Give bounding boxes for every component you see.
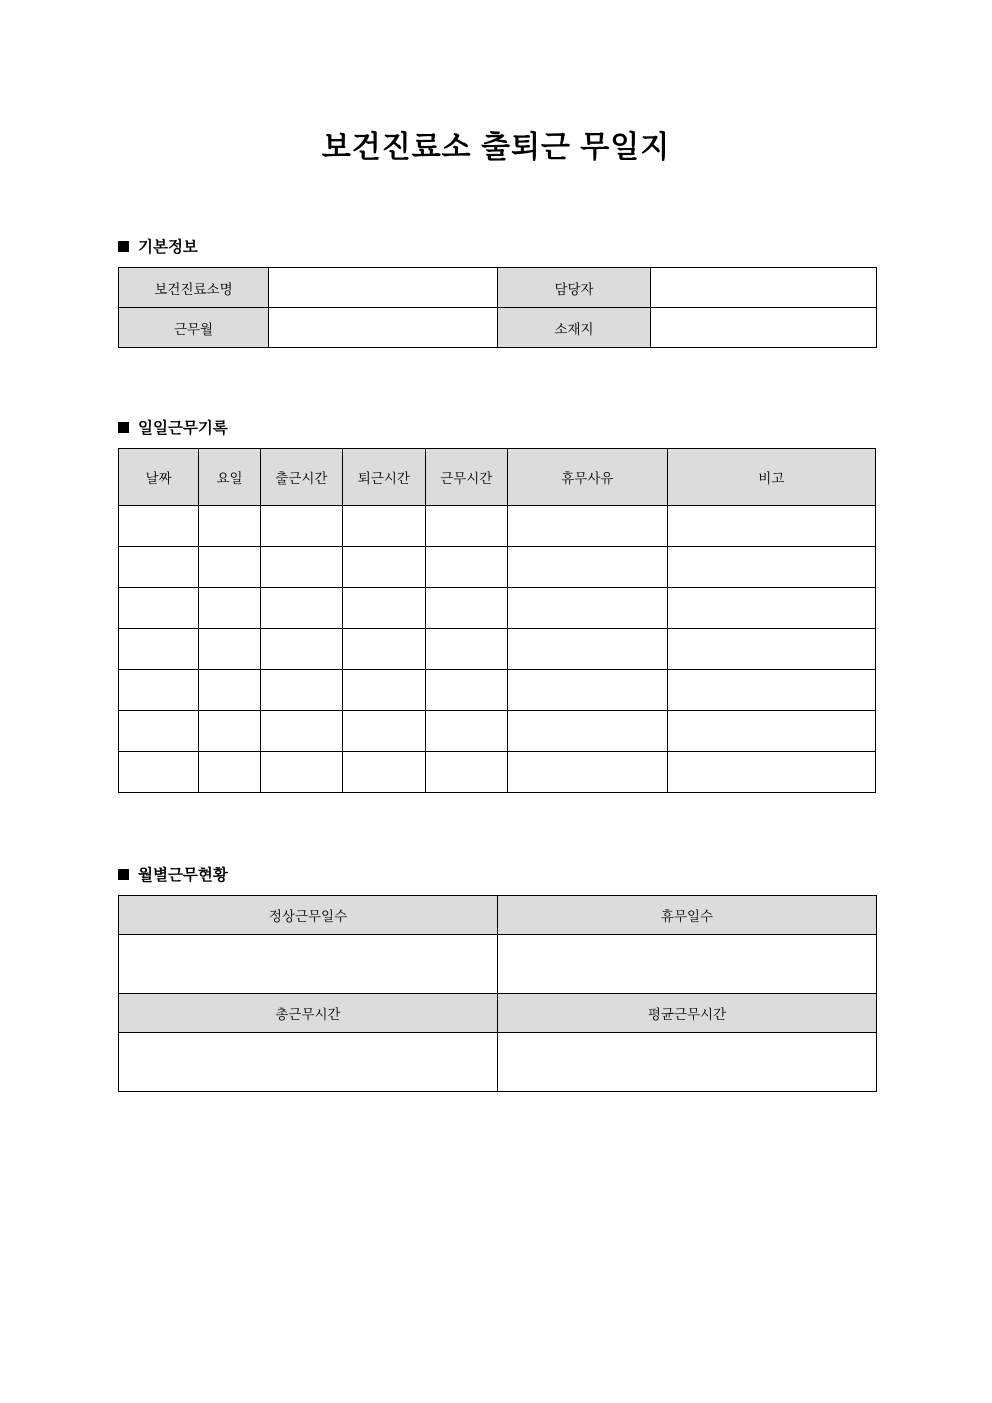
column-header-clock-in-time: 출근시간 bbox=[260, 449, 342, 506]
basic-info-label-manager: 담당자 bbox=[498, 268, 651, 308]
table-row bbox=[119, 506, 876, 547]
table-row bbox=[119, 670, 876, 711]
summary-value-total-work-hours[interactable] bbox=[119, 1033, 498, 1092]
cell-date[interactable] bbox=[119, 547, 199, 588]
column-header-clock-out-time: 퇴근시간 bbox=[343, 449, 425, 506]
table-row bbox=[119, 588, 876, 629]
daily-record-body bbox=[119, 506, 876, 793]
cell-remarks[interactable] bbox=[667, 670, 875, 711]
section-heading-basic-info bbox=[118, 235, 992, 257]
summary-value-leave-days[interactable] bbox=[498, 935, 877, 994]
summary-label-leave-days: 휴무일수 bbox=[498, 896, 877, 935]
basic-info-value-facility-name[interactable] bbox=[269, 268, 498, 308]
cell-clock-out-time[interactable] bbox=[343, 588, 425, 629]
summary-value-normal-work-days[interactable] bbox=[119, 935, 498, 994]
cell-clock-out-time[interactable] bbox=[343, 711, 425, 752]
column-header-work-hours: 근무시간 bbox=[425, 449, 507, 506]
cell-date[interactable] bbox=[119, 506, 199, 547]
cell-work-hours[interactable] bbox=[425, 506, 507, 547]
cell-work-hours[interactable] bbox=[425, 752, 507, 793]
column-header-date: 날짜 bbox=[119, 449, 199, 506]
cell-clock-in-time[interactable] bbox=[260, 629, 342, 670]
table-row bbox=[119, 711, 876, 752]
cell-weekday[interactable] bbox=[199, 547, 260, 588]
cell-remarks[interactable] bbox=[667, 711, 875, 752]
daily-record-table bbox=[118, 448, 876, 793]
cell-remarks[interactable] bbox=[667, 629, 875, 670]
cell-leave-reason[interactable] bbox=[508, 588, 668, 629]
cell-date[interactable] bbox=[119, 588, 199, 629]
monthly-summary-table bbox=[118, 895, 877, 1092]
cell-work-hours[interactable] bbox=[425, 629, 507, 670]
cell-clock-in-time[interactable] bbox=[260, 506, 342, 547]
basic-info-value-location[interactable] bbox=[651, 308, 877, 348]
table-row bbox=[119, 268, 877, 308]
basic-info-value-manager[interactable] bbox=[651, 268, 877, 308]
table-row bbox=[119, 629, 876, 670]
cell-date[interactable] bbox=[119, 752, 199, 793]
cell-weekday[interactable] bbox=[199, 588, 260, 629]
summary-value-average-work-hours[interactable] bbox=[498, 1033, 877, 1092]
cell-leave-reason[interactable] bbox=[508, 506, 668, 547]
basic-info-label-work-month: 근무월 bbox=[119, 308, 269, 348]
cell-leave-reason[interactable] bbox=[508, 752, 668, 793]
cell-work-hours[interactable] bbox=[425, 711, 507, 752]
column-header-weekday: 요일 bbox=[199, 449, 260, 506]
table-row bbox=[119, 1033, 877, 1092]
table-header-row bbox=[119, 896, 877, 935]
square-bullet-icon bbox=[118, 422, 129, 433]
cell-clock-in-time[interactable] bbox=[260, 588, 342, 629]
cell-clock-in-time[interactable] bbox=[260, 670, 342, 711]
cell-clock-out-time[interactable] bbox=[343, 670, 425, 711]
cell-clock-in-time[interactable] bbox=[260, 752, 342, 793]
section-heading-label: 기본정보 bbox=[138, 239, 198, 256]
cell-weekday[interactable] bbox=[199, 670, 260, 711]
cell-date[interactable] bbox=[119, 629, 199, 670]
cell-weekday[interactable] bbox=[199, 506, 260, 547]
column-header-leave-reason: 휴무사유 bbox=[508, 449, 668, 506]
cell-leave-reason[interactable] bbox=[508, 629, 668, 670]
cell-clock-out-time[interactable] bbox=[343, 629, 425, 670]
cell-date[interactable] bbox=[119, 711, 199, 752]
cell-leave-reason[interactable] bbox=[508, 711, 668, 752]
square-bullet-icon bbox=[118, 241, 129, 252]
cell-leave-reason[interactable] bbox=[508, 547, 668, 588]
cell-remarks[interactable] bbox=[667, 506, 875, 547]
cell-remarks[interactable] bbox=[667, 752, 875, 793]
section-heading-label: 월별근무현황 bbox=[138, 867, 228, 884]
cell-clock-out-time[interactable] bbox=[343, 752, 425, 793]
basic-info-label-location: 소재지 bbox=[498, 308, 651, 348]
summary-label-total-work-hours: 총근무시간 bbox=[119, 994, 498, 1033]
page-title: 보건진료소 출퇴근 무일지 bbox=[321, 131, 671, 164]
summary-label-normal-work-days: 정상근무일수 bbox=[119, 896, 498, 935]
basic-info-value-work-month[interactable] bbox=[269, 308, 498, 348]
cell-remarks[interactable] bbox=[667, 588, 875, 629]
basic-info-table bbox=[118, 267, 877, 348]
cell-weekday[interactable] bbox=[199, 629, 260, 670]
table-header-row bbox=[119, 449, 876, 506]
cell-remarks[interactable] bbox=[667, 547, 875, 588]
section-heading-label: 일일근무기록 bbox=[138, 420, 228, 437]
table-header-row bbox=[119, 994, 877, 1033]
cell-work-hours[interactable] bbox=[425, 670, 507, 711]
column-header-remarks: 비고 bbox=[667, 449, 875, 506]
cell-clock-in-time[interactable] bbox=[260, 547, 342, 588]
cell-leave-reason[interactable] bbox=[508, 670, 668, 711]
section-basic-info bbox=[0, 235, 992, 348]
section-monthly-summary bbox=[0, 863, 992, 1092]
section-heading-daily-record bbox=[118, 416, 992, 438]
section-heading-monthly-summary bbox=[118, 863, 992, 885]
table-row bbox=[119, 308, 877, 348]
cell-weekday[interactable] bbox=[199, 711, 260, 752]
cell-clock-out-time[interactable] bbox=[343, 506, 425, 547]
cell-work-hours[interactable] bbox=[425, 588, 507, 629]
square-bullet-icon bbox=[118, 869, 129, 880]
cell-date[interactable] bbox=[119, 670, 199, 711]
summary-label-average-work-hours: 평균근무시간 bbox=[498, 994, 877, 1033]
basic-info-label-facility-name: 보건진료소명 bbox=[119, 268, 269, 308]
table-row bbox=[119, 935, 877, 994]
table-row bbox=[119, 547, 876, 588]
cell-work-hours[interactable] bbox=[425, 547, 507, 588]
table-row bbox=[119, 752, 876, 793]
section-daily-record bbox=[0, 416, 992, 793]
cell-clock-out-time[interactable] bbox=[343, 547, 425, 588]
cell-clock-in-time[interactable] bbox=[260, 711, 342, 752]
cell-weekday[interactable] bbox=[199, 752, 260, 793]
